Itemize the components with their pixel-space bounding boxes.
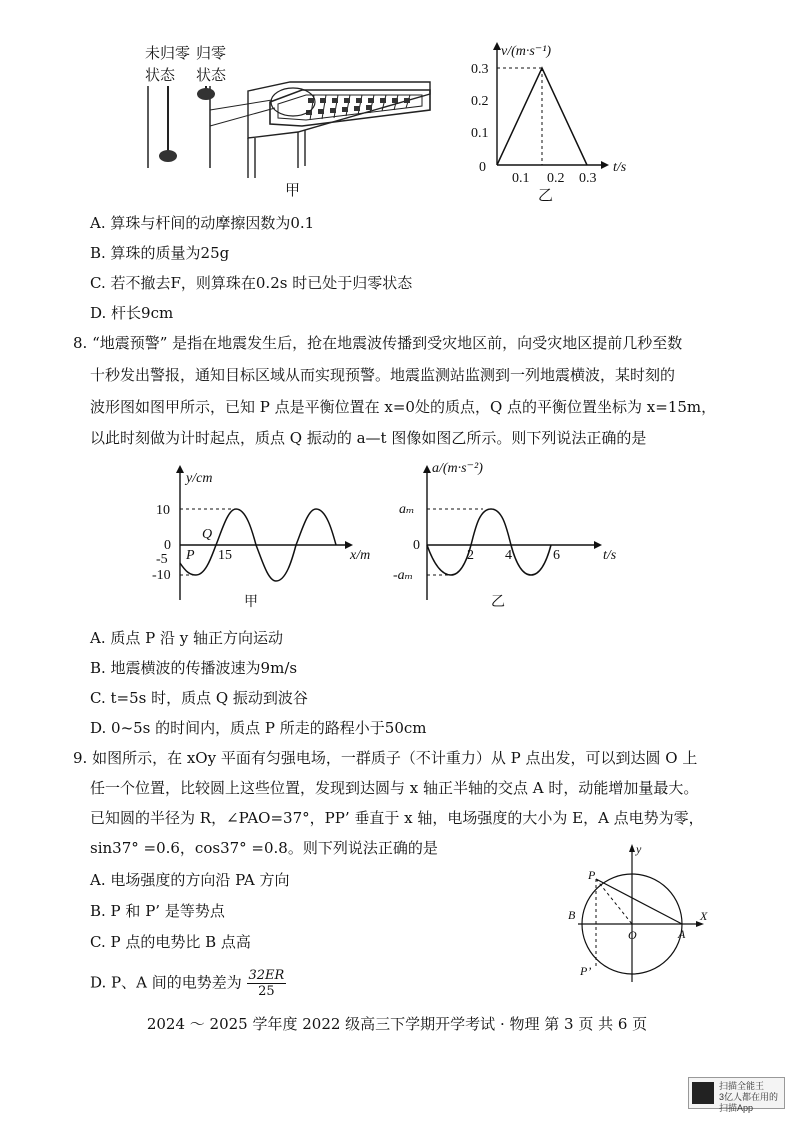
circle-label-b: B <box>568 908 576 922</box>
vt-xtick-0.2: 0.2 <box>547 171 565 186</box>
q9-stem-line1: 9. 如图所示，在 xOy 平面有匀强电场，一群质子（不计重力）从 P 点出发，可以到达圆 O 上 <box>73 749 698 767</box>
q8-stem-line4: 以此时刻做为计时起点，质点 Q 振动的 a—t 图像如图乙所示。则下列说法正确的是 <box>90 429 647 447</box>
yi-tick-neg-am: -aₘ <box>393 568 414 583</box>
jia-point-q: Q <box>202 527 213 542</box>
vt-ytick-0: 0 <box>479 160 486 175</box>
yi-t2: 2 <box>467 548 474 563</box>
circle-label-p: P <box>588 868 596 882</box>
vt-xlabel: t/s <box>613 160 627 175</box>
jia-x15: 15 <box>218 548 232 563</box>
caption-jia-7: 甲 <box>285 183 301 199</box>
q9-fraction <box>247 968 287 999</box>
label-unzeroed: 未归零 <box>145 46 191 62</box>
watermark-subtitle: 3亿人都在用的扫描App <box>719 1092 779 1113</box>
q8-option-a: A. 质点 P 沿 y 轴正方向运动 <box>90 629 284 647</box>
vt-ylabel: v/(m·s⁻¹) <box>501 44 552 59</box>
vt-ytick-0.3: 0.3 <box>471 62 489 77</box>
accel-figure-yi <box>385 456 635 610</box>
caption-jia-8: 甲 <box>244 595 258 610</box>
label-state-2: 状态 <box>196 68 227 84</box>
jia-tick-10: 10 <box>156 503 170 518</box>
circle-field-figure <box>550 842 720 992</box>
q9-option-b: B. P 和 P’ 是等势点 <box>90 902 225 920</box>
q9-option-c: C. P 点的电势比 B 点高 <box>90 933 251 951</box>
accel-curve <box>427 509 551 575</box>
q8-option-d: D. 0~5s 的时间内，质点 P 所走的路程小于50cm <box>90 719 427 737</box>
q8-stem-line2: 十秒发出警报，通知目标区域从而实现预警。地震监测站监测到一列地震横波，某时刻的 <box>90 366 676 384</box>
label-state-1: 状态 <box>145 68 176 84</box>
circle-label-a: A <box>678 927 686 941</box>
yi-tick-0: 0 <box>413 538 420 553</box>
watermark-title: 扫描全能王 <box>719 1081 765 1091</box>
q7-option-c: C. 若不撤去F，则算珠在0.2s 时已处于归零状态 <box>90 274 413 292</box>
q7-option-a: A. 算珠与杆间的动摩擦因数为0.1 <box>90 214 315 232</box>
page-footer: 2024 ～ 2025 学年度 2022 级高三下学期开学考试 · 物理 第 3 页 共 6 页 <box>146 1015 648 1033</box>
q9-stem-line4: sin37° =0.6，cos37° =0.8。则下列说法正确的是 <box>90 839 438 857</box>
q9-stem-line3: 已知圆的半径为 R，∠PAO=37°，PP’ 垂直于 x 轴，电场强度的大小为 E，A 点电势为零， <box>90 809 704 827</box>
jia-ylabel: y/cm <box>186 471 213 486</box>
caption-yi-8: 乙 <box>491 595 505 610</box>
abacus-figure <box>130 38 460 208</box>
q9-option-a: A. 电场强度的方向沿 PA 方向 <box>90 871 290 889</box>
bead-unzeroed <box>159 150 177 162</box>
caption-yi-7: 乙 <box>538 188 554 204</box>
yi-xlabel: t/s <box>603 548 617 563</box>
q8-stem-line3: 波形图如图甲所示，已知 P 点是平衡位置在 x=0处的质点，Q 点的平衡位置坐标为 x=15m， <box>90 398 717 416</box>
q9-stem-line2: 任一个位置，比较圆上这些位置，发现到达圆与 x 轴正半轴的交点 A 时，动能增加量最大。 <box>90 779 699 797</box>
circle-label-x: X <box>700 909 708 923</box>
q9-fraction-num: 32ER <box>248 968 285 983</box>
bead-zeroed <box>197 88 215 100</box>
vt-xtick-0.1: 0.1 <box>512 171 530 186</box>
scanner-watermark <box>688 1077 785 1113</box>
yi-ylabel: a/(m·s⁻²) <box>432 461 483 476</box>
jia-tick-m10: -10 <box>152 568 171 583</box>
jia-tick-0: 0 <box>164 538 171 553</box>
q7-option-d: D. 杆长9cm <box>90 304 174 322</box>
vt-ytick-0.1: 0.1 <box>471 126 489 141</box>
q9-option-d <box>90 968 286 999</box>
circle-label-o: O <box>628 928 637 942</box>
velocity-time-graph <box>455 40 645 205</box>
circle-label-y: y <box>636 842 642 856</box>
q9-option-d-prefix: D. P、A 间的电势差为 <box>90 973 242 992</box>
qr-code-icon <box>692 1082 714 1104</box>
jia-tick-m5: -5 <box>156 552 168 567</box>
label-zeroed: 归零 <box>196 46 227 62</box>
segment-pa <box>596 879 682 924</box>
q9-fraction-den: 25 <box>258 984 275 999</box>
q8-option-b: B. 地震横波的传播波速为9m/s <box>90 659 298 677</box>
q8-stem-line1: 8. “地震预警” 是指在地震发生后，抢在地震波传播到受灾地区前，向受灾地区提前几秒至数 <box>73 334 683 352</box>
wave-figure-jia <box>150 460 380 610</box>
vt-xtick-0.3: 0.3 <box>579 171 597 186</box>
circle-label-p2: P’ <box>580 964 592 978</box>
jia-xlabel: x/m <box>350 548 371 563</box>
yi-t6: 6 <box>553 548 560 563</box>
yi-tick-am: aₘ <box>399 502 415 517</box>
jia-point-p: P <box>186 548 195 563</box>
q7-option-b: B. 算珠的质量为25g <box>90 244 230 262</box>
q8-option-c: C. t=5s 时，质点 Q 振动到波谷 <box>90 689 308 707</box>
vt-ytick-0.2: 0.2 <box>471 94 489 109</box>
yi-t4: 4 <box>505 548 512 563</box>
